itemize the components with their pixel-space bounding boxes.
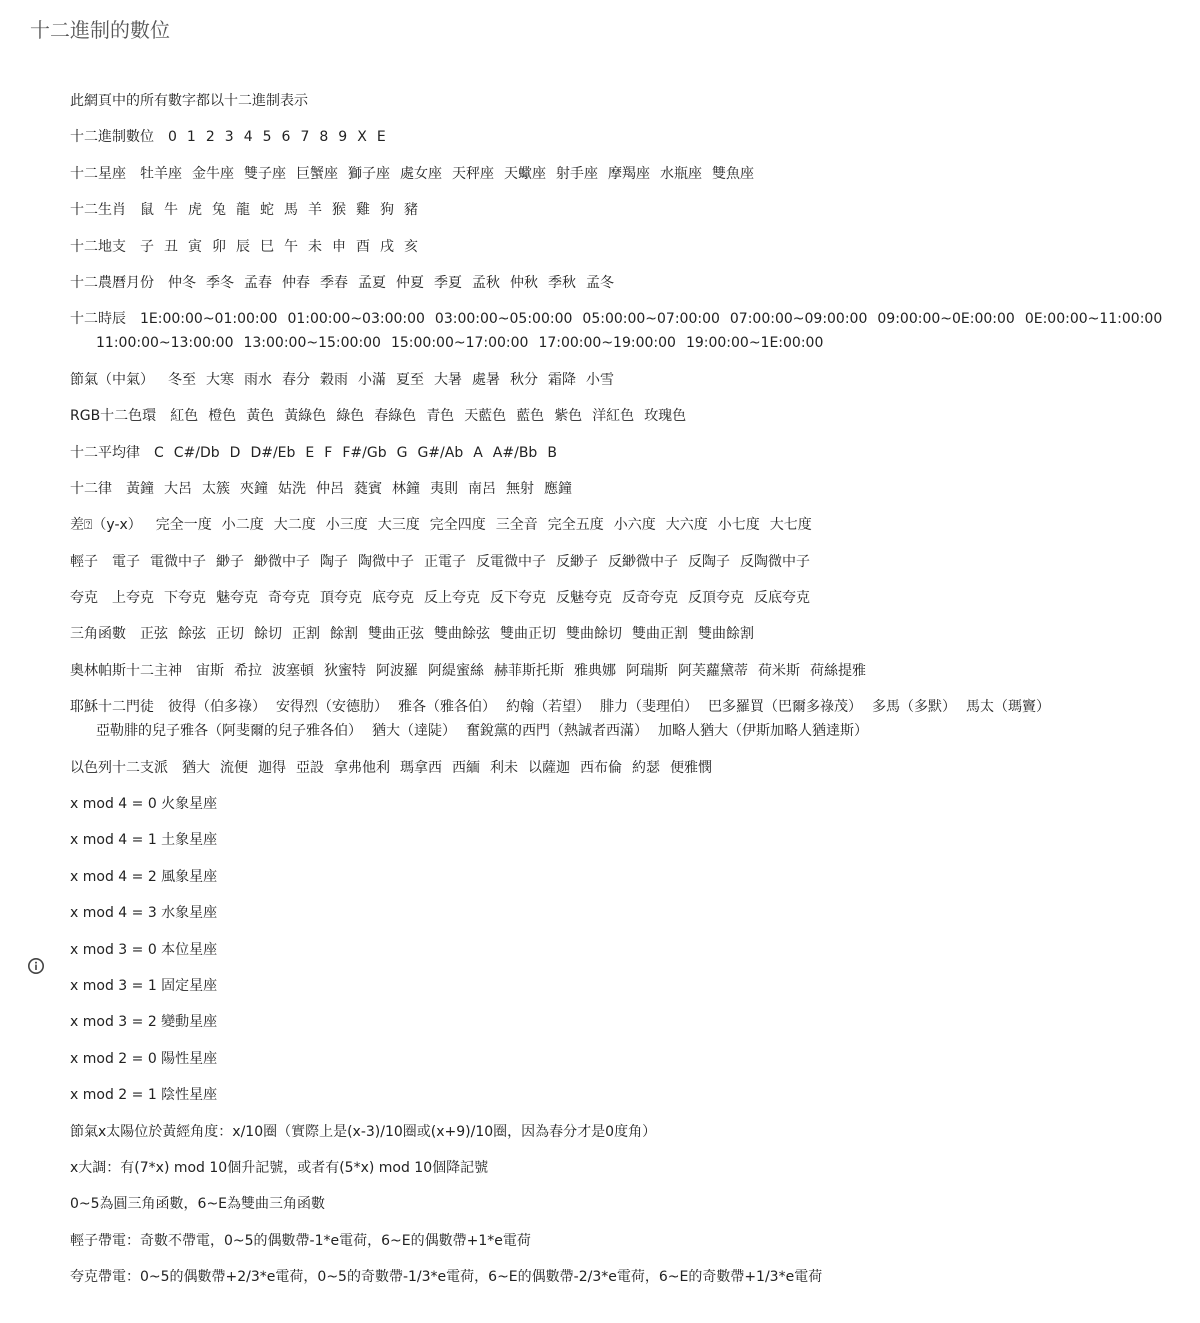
row-cell: F [324,444,333,461]
row-cell: 1 [186,129,196,146]
row-cell: 反電微中子 [476,553,546,570]
table-row [70,198,1180,222]
row-cell: 戌 [380,238,394,255]
row-cell: 巳 [260,238,274,255]
row-cell: 射手座 [556,165,598,182]
row-cell: 便雅憫 [670,759,712,776]
row-cell: 宙斯 [196,662,224,679]
row-cell: 處暑 [472,371,500,388]
note-line: x mod 3 = 2 變動星座 [70,1014,218,1031]
row-cell: 馬太（瑪竇） [966,699,1050,716]
row-cell: 以薩迦 [528,759,570,776]
row-cell: 完全四度 [429,517,486,534]
row-cell: 猴 [332,202,346,219]
row-cell: 南呂 [468,480,496,497]
row-cell: 4 [243,129,253,146]
row-cell: 天蠍座 [504,165,546,182]
row-cell: 緲子 [216,553,244,570]
row-cell: 拿弗他利 [334,759,390,776]
row-cell: 羊 [308,202,322,219]
row-cell: 餘切 [254,626,282,643]
row-cell: 小六度 [613,517,656,534]
row-cell: 小雪 [586,371,614,388]
row-cell: 奮銳黨的西門（熱誠者西滿） [466,723,648,740]
row-cell: 魅夸克 [216,590,258,607]
note-line: 輕子帶電：奇數不帶電，0~5的偶數帶-1*e電荷，6~E的偶數帶+1*e電荷 [70,1232,531,1249]
row-cell: 大三度 [377,517,420,534]
note-line: x大調：有(7*x) mod 10個升記號，或者有(5*x) mod 10個降記號 [70,1159,489,1176]
row-cell: D [229,444,241,461]
row-cell: 約翰（若望） [506,699,590,716]
row-cell: 孟秋 [472,274,500,291]
note-line: x mod 4 = 3 水象星座 [70,905,218,922]
row-cell: 紅色 [170,408,199,425]
row-cell: 猶大（達陡） [372,723,456,740]
row-cell: 完全一度 [155,517,212,534]
table-row [70,441,1180,465]
row-cell: 玫瑰色 [644,408,687,425]
row-cell: 太簇 [202,480,230,497]
row-cell: 雙曲餘切 [566,626,622,643]
row-cell: 反陶子 [688,553,730,570]
row-cell: 天秤座 [452,165,494,182]
row-cell: 橙色 [208,408,237,425]
row-cell: 辰 [236,238,250,255]
note-line: 節氣x太陽位於黃經角度：x/10圈（實際上是(x-3)/10圈或(x+9)/10圈，因為春分才是0度角） [70,1123,657,1140]
row-cell: 彼得（伯多祿） [168,699,266,716]
table-row [70,659,1180,683]
row-cell: 無射 [506,480,534,497]
row-label: 奧林帕斯十二主神 [70,662,182,679]
row-label: 十二進制數位 [70,129,154,146]
note-line: x mod 3 = 0 本位星座 [70,941,218,958]
row-cell: 巨蟹座 [296,165,338,182]
row-cell: 底夸克 [372,590,414,607]
row-cell: 綠色 [336,408,365,425]
note-line: x mod 4 = 2 風象星座 [70,868,218,885]
row-label: 十二生肖 [70,202,126,219]
row-cell: 秋分 [510,371,538,388]
intro-text: 此網頁中的所有數字都以十二進制表示 [70,93,308,109]
row-cell: 黃綠色 [284,408,327,425]
row-cell: 反魅夸克 [556,590,612,607]
row-cell: 蛇 [260,202,274,219]
row-cell: 金牛座 [192,165,234,182]
row-cell: 大二度 [273,517,316,534]
row-cell: 季秋 [548,274,576,291]
page-title: 十二進制的數位 [30,18,170,42]
row-cell: 阿芙蘿黛蒂 [678,662,748,679]
row-cell: 頂夸克 [320,590,362,607]
note-line: x mod 4 = 1 土象星座 [70,832,218,849]
row-label: 夸克 [70,590,98,607]
row-cell: 仲秋 [510,274,538,291]
row-cell: 夷則 [430,480,458,497]
row-cell: 黃色 [246,408,275,425]
row-cell: 摩羯座 [608,165,650,182]
row-cell: 09:00:00~0E:00:00 [877,311,1015,328]
row-cell: 巴多羅買（巴爾多祿茂） [708,699,862,716]
row-cell: 應鐘 [544,480,572,497]
row-cell: 正割 [292,626,320,643]
row-cell: 虎 [188,202,202,219]
row-cell: 猶大 [182,759,210,776]
row-cell: 青色 [426,408,455,425]
row-cell: 上夸克 [112,590,154,607]
row-cell: 阿波羅 [376,662,418,679]
row-cell: 小三度 [325,517,368,534]
row-cell: 姑洗 [278,480,306,497]
row-cell: 荷米斯 [758,662,800,679]
row-cell: A [473,444,483,461]
row-cell: 亞勒腓的兒子雅各（阿斐爾的兒子雅各伯） [96,723,362,740]
row-cell: 0E:00:00~11:00:00 [1024,311,1163,328]
row-cell: 陶微中子 [358,553,414,570]
row-cell: 西布倫 [580,759,622,776]
row-cell: 迦得 [258,759,286,776]
row-cell: 大呂 [164,480,192,497]
row-cell: 反奇夸克 [622,590,678,607]
row-cell: 亞設 [296,759,324,776]
row-cell: 寅 [188,238,202,255]
row-cell: 季冬 [206,274,234,291]
row-cell: 未 [308,238,322,255]
row-cell: 反頂夸克 [688,590,744,607]
row-cell: 15:00:00~17:00:00 [390,335,529,352]
row-cell: 反緲子 [556,553,598,570]
row-cell: 夾鐘 [240,480,268,497]
row-cell: G [396,444,408,461]
table-row [70,307,1180,355]
note-line: x mod 2 = 0 陽性星座 [70,1050,218,1067]
row-cell: D#/Eb [250,444,296,461]
row-cell: 阿瑞斯 [626,662,668,679]
row-label: 耶穌十二門徒 [70,699,154,716]
note-line: x mod 4 = 0 火象星座 [70,796,218,813]
row-label: 十二平均律 [70,444,140,461]
row-cell: 5 [262,129,272,146]
row-cell: 電子 [112,553,140,570]
row-cell: 雙曲正割 [632,626,688,643]
table-row [70,513,1180,537]
note-line: x mod 2 = 1 陰性星座 [70,1087,218,1104]
row-cell: 黃鐘 [126,480,154,497]
note-line: 夸克帶電：0~5的偶數帶+2/3*e電荷，0~5的奇數帶-1/3*e電荷，6~E的偶數帶-2/3*e電荷，6~E的奇數帶+1/3*e電荷 [70,1269,823,1286]
row-cell: 完全五度 [547,517,604,534]
row-cell: C [154,444,164,461]
row-cell: 反底夸克 [754,590,810,607]
row-cell: 1E:00:00~01:00:00 [140,311,278,328]
row-cell: 雙魚座 [712,165,754,182]
row-cell: 林鐘 [392,480,420,497]
row-label: 十二星座 [70,165,126,182]
row-cell: 13:00:00~15:00:00 [243,335,381,352]
row-cell: 小滿 [358,371,386,388]
row-cell: 雙曲正切 [500,626,556,643]
row-cell: 卯 [212,238,226,255]
page-content [70,89,1180,1302]
row-cell: 加略人猶大（伊斯加略人猶達斯） [658,723,868,740]
row-cell: A#/Bb [492,444,538,461]
row-cell: 奇夸克 [268,590,310,607]
row-cell: 6 [281,129,291,146]
table-row [70,586,1180,610]
row-cell: 緲微中子 [254,553,310,570]
row-cell: G#/Ab [417,444,464,461]
table-row [70,368,1180,392]
row-cell: 仲春 [282,274,310,291]
row-cell: 荷絲提雅 [810,662,866,679]
row-cell: 紫色 [554,408,583,425]
row-cell: 天藍色 [464,408,507,425]
row-cell: 下夸克 [164,590,206,607]
row-cell: 三全音 [495,517,538,534]
row-cell: 雞 [356,202,370,219]
table-row [70,125,1180,149]
row-cell: 仲夏 [396,274,424,291]
row-cell: B [547,444,557,461]
row-cell: 17:00:00~19:00:00 [538,335,676,352]
row-cell: 龍 [236,202,250,219]
row-cell: 19:00:00~1E:00:00 [685,335,824,352]
row-cell: 春分 [282,371,310,388]
row-label: 差⍰（y-x） [70,517,142,534]
row-cell: F#/Gb [342,444,387,461]
row-cell: 冬至 [168,371,196,388]
row-label: 十二農曆月份 [70,274,154,291]
row-cell: 正弦 [140,626,168,643]
row-cell: 亥 [404,238,418,255]
row-label: 十二律 [70,480,112,497]
row-cell: 01:00:00~03:00:00 [287,311,425,328]
row-cell: 07:00:00~09:00:00 [729,311,868,328]
row-cell: 藍色 [516,408,545,425]
row-cell: 流便 [220,759,248,776]
row-cell: 兔 [212,202,226,219]
row-cell: X [357,129,367,146]
row-cell: 穀雨 [320,371,348,388]
row-cell: 瑪拿西 [400,759,442,776]
row-cell: 季春 [320,274,348,291]
table-row [70,622,1180,646]
row-cell: 7 [300,129,310,146]
row-cell: 小七度 [717,517,760,534]
row-cell: 水瓶座 [660,165,702,182]
row-cell: 獅子座 [348,165,390,182]
row-cell: 季夏 [434,274,462,291]
table-row [70,271,1180,295]
row-cell: 雅各（雅各伯） [398,699,496,716]
row-cell: 0 [168,129,177,146]
row-cell: E [376,129,386,146]
row-label: 十二時辰 [70,311,126,328]
row-cell: 雨水 [244,371,272,388]
row-cell: 夏至 [396,371,424,388]
row-label: 十二地支 [70,238,126,255]
row-cell: 03:00:00~05:00:00 [434,311,573,328]
row-cell: 子 [140,238,154,255]
row-cell: 阿緹蜜絲 [428,662,484,679]
row-cell: 雙曲餘割 [698,626,754,643]
row-cell: 安得烈（安德肋） [276,699,388,716]
row-cell: 狄蜜特 [324,662,366,679]
row-cell: 處女座 [400,165,442,182]
row-cell: 洋紅色 [592,408,635,425]
row-cell: 小二度 [221,517,264,534]
row-label: 三角函數 [70,626,126,643]
row-cell: C#/Db [173,444,220,461]
table-row [70,162,1180,186]
row-cell: 多馬（多默） [872,699,956,716]
row-cell: 孟夏 [358,274,386,291]
note-line: x mod 3 = 1 固定星座 [70,977,218,994]
row-cell: 狗 [380,202,394,219]
info-circle-icon[interactable] [27,957,45,975]
row-cell: 大暑 [434,371,462,388]
row-cell: 雙子座 [244,165,286,182]
row-cell: 牡羊座 [140,165,182,182]
row-cell: 腓力（斐理伯） [600,699,698,716]
row-cell: 仲冬 [168,274,196,291]
row-cell: 05:00:00~07:00:00 [582,311,720,328]
row-cell: 申 [332,238,346,255]
row-cell: 霜降 [548,371,576,388]
row-cell: 希拉 [234,662,262,679]
row-cell: 正切 [216,626,244,643]
table-row [70,477,1180,501]
row-label: 節氣（中氣） [70,371,154,388]
table-row [70,235,1180,259]
row-cell: 9 [338,129,348,146]
row-label: RGB十二色環 [70,408,157,425]
row-cell: 雙曲餘弦 [434,626,490,643]
row-cell: 雙曲正弦 [368,626,424,643]
row-cell: 約瑟 [632,759,660,776]
row-cell: 反上夸克 [424,590,480,607]
row-cell: 丑 [164,238,178,255]
row-cell: 牛 [164,202,178,219]
row-cell: 馬 [284,202,298,219]
row-cell: 西緬 [452,759,480,776]
row-cell: 鼠 [140,202,154,219]
row-cell: 大寒 [206,371,234,388]
table-row [70,695,1180,743]
row-cell: 大六度 [665,517,708,534]
table-row [70,550,1180,574]
row-cell: 2 [205,129,215,146]
row-cell: 仲呂 [316,480,344,497]
row-cell: 餘割 [330,626,358,643]
row-cell: 正電子 [424,553,466,570]
table-row [70,404,1180,428]
row-cell: 餘弦 [178,626,206,643]
row-cell: 反下夸克 [490,590,546,607]
table-row [70,756,1180,780]
row-cell: 蕤賓 [354,480,382,497]
row-cell: 反陶微中子 [740,553,810,570]
row-label: 以色列十二支派 [70,759,168,776]
row-cell: 陶子 [320,553,348,570]
row-cell: 11:00:00~13:00:00 [96,335,234,352]
row-cell: E [305,444,315,461]
row-cell: 酉 [356,238,370,255]
row-cell: 8 [319,129,329,146]
row-label: 輕子 [70,553,98,570]
row-cell: 孟冬 [586,274,614,291]
row-cell: 春綠色 [374,408,417,425]
row-cell: 午 [284,238,298,255]
row-cell: 孟春 [244,274,272,291]
row-cell: 赫菲斯托斯 [494,662,564,679]
row-cell: 利未 [490,759,518,776]
row-cell: 反緲微中子 [608,553,678,570]
row-cell: 電微中子 [150,553,206,570]
row-cell: 3 [224,129,234,146]
note-line: 0~5為圓三角函數，6~E為雙曲三角函數 [70,1196,326,1213]
row-cell: 波塞頓 [272,662,314,679]
row-cell: 大七度 [769,517,812,534]
row-cell: 豬 [404,202,418,219]
row-cell: 雅典娜 [574,662,616,679]
